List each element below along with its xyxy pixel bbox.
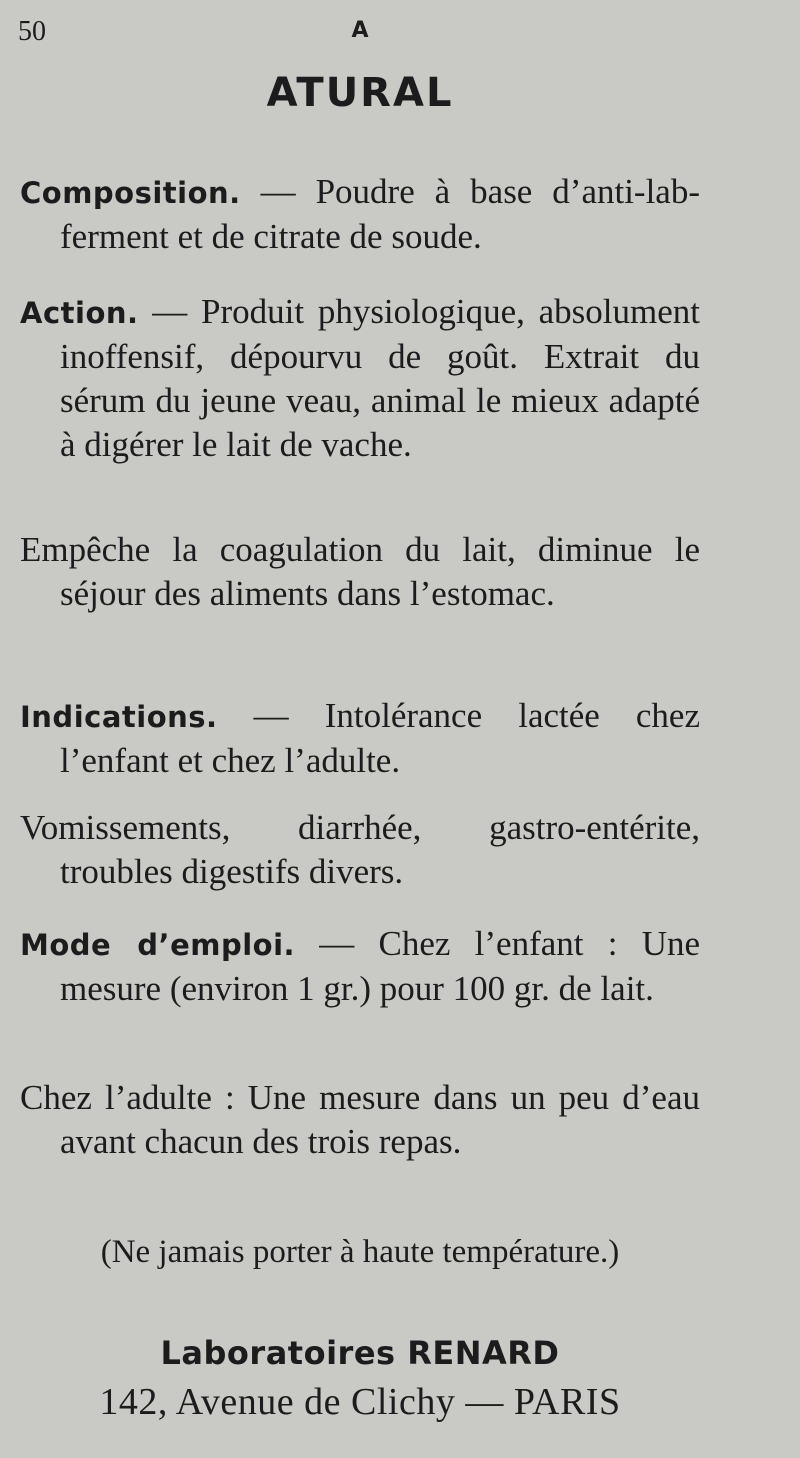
paragraph-text: — Poudre à base d’anti-lab-ferment et de citrate de soude.: [60, 172, 700, 256]
paragraph-lead: Mode d’emploi.: [20, 928, 296, 962]
paragraph-text: — Produit physiologique, absolument inoffensif, dépourvu de goût. Extrait du sérum du jeune veau, animal le mieux adapté à digérer le lait de vache.: [60, 292, 700, 464]
paragraph-action: [20, 290, 700, 467]
warning-note: (Ne jamais porter à haute température.): [100, 1234, 620, 1270]
paragraph-mode-emploi: [20, 922, 700, 1011]
paragraph-symptoms: [20, 806, 700, 894]
laboratory-address: 142, Avenue de Clichy — PARIS: [99, 1381, 621, 1423]
paragraph-indications: [20, 694, 700, 783]
page-number: 50: [18, 16, 46, 47]
paragraph-composition: [20, 170, 700, 259]
paragraph-lead: Composition.: [20, 176, 241, 210]
paragraph-lead: Indications.: [20, 700, 218, 734]
paragraph-text: Chez l’adulte : Une mesure dans un peu d’eau avant chacun des trois repas.: [20, 1078, 700, 1161]
paragraph-text: — Chez l’enfant : Une mesure (environ 1 gr.) pour 100 gr. de lait.: [60, 924, 701, 1008]
paragraph-effects: [20, 528, 700, 616]
paragraph-text: Vomissements, diarrhée, gastro-entérite, troubles digestifs divers.: [20, 808, 700, 891]
paragraph-text: Empêche la coagulation du lait, diminue le séjour des aliments dans l’estomac.: [20, 530, 700, 613]
section-letter: A: [351, 18, 369, 43]
paragraph-lead: Action.: [20, 296, 139, 330]
laboratory-name: Laboratoires RENARD: [160, 1334, 560, 1372]
paragraph-text: — Intolérance lactée chez l’enfant et chez l’adulte.: [60, 696, 700, 780]
paragraph-adult-dosage: [20, 1076, 700, 1164]
product-title: ATURAL: [266, 70, 454, 116]
